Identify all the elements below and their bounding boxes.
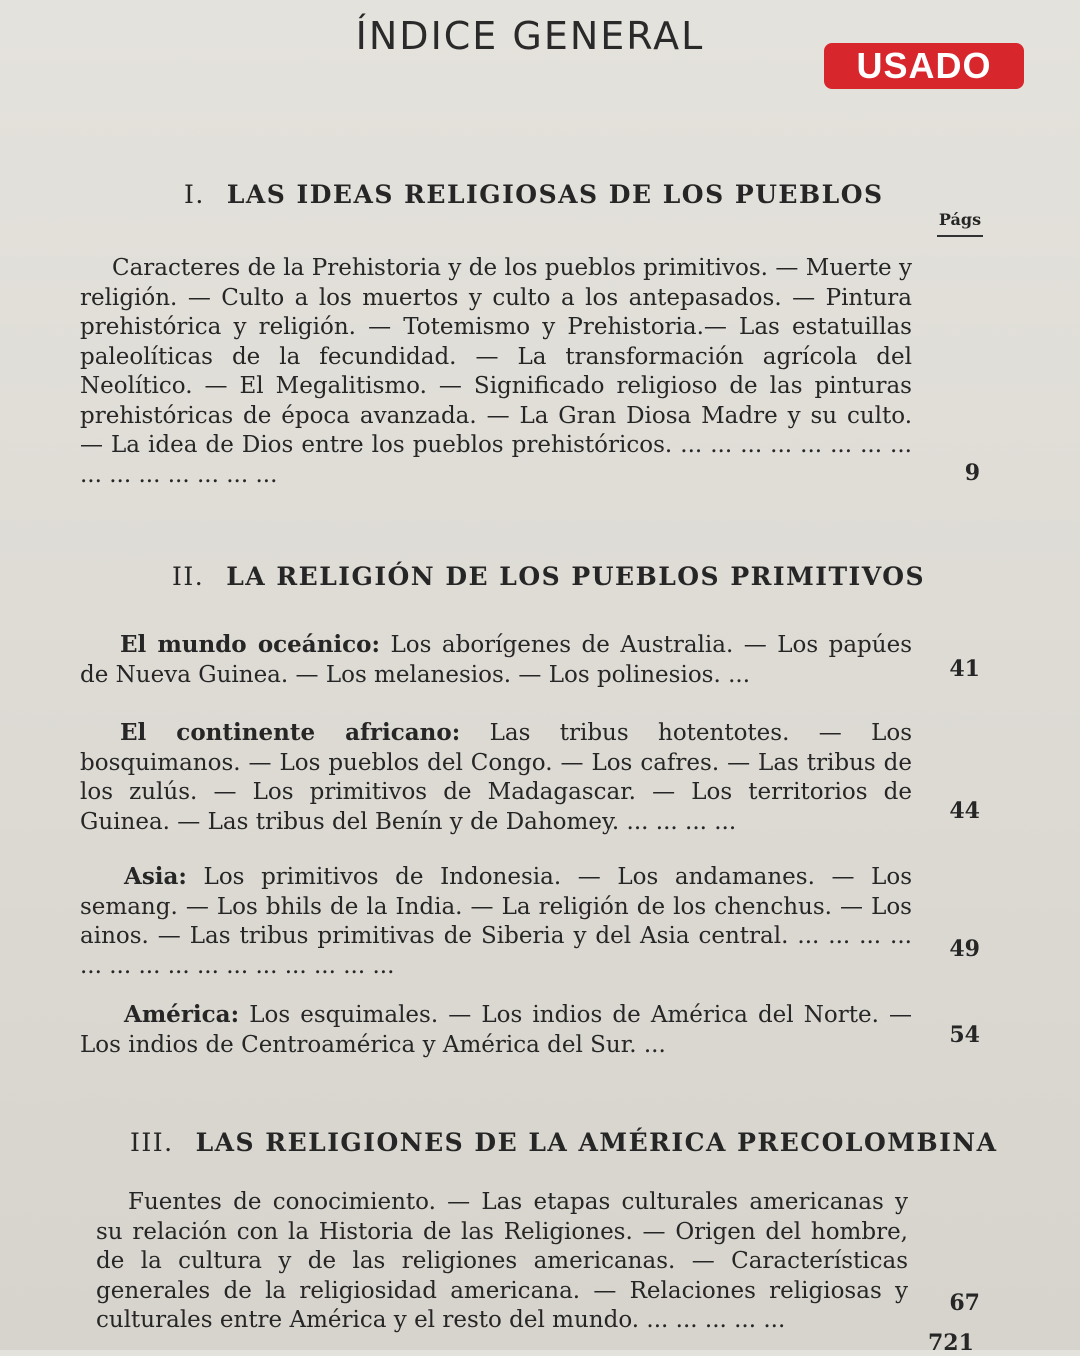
pages-column-label: Págs bbox=[937, 210, 983, 237]
toc-entry bbox=[80, 254, 912, 490]
section-number: I. bbox=[184, 180, 205, 209]
entry-lead: América: bbox=[124, 1001, 240, 1028]
toc-entry bbox=[96, 1188, 908, 1336]
entry-text: Las tribus hotentotes. — Los bosquimanos. — Los pueblos del Congo. — Los cafres. — Las tribus de los zulús. — Los primitivos de Madagascar. — Los territorios de Guinea. — Las tribus del Benín y de Dahomey. bbox=[80, 720, 913, 835]
page-number: 41 bbox=[949, 656, 980, 682]
section-title: LA RELIGIÓN DE LOS PUEBLOS PRIMITIVOS bbox=[226, 562, 926, 591]
page-number: 44 bbox=[949, 798, 980, 824]
page-number: 9 bbox=[964, 460, 980, 486]
entry-text: Los primitivos de Indonesia. — Los andamanes. — Los semang. — Los bhils de la India. — La religión de los chenchus. — Los ainos. — Las tribus primitivas de Siberia y del Asia central. bbox=[80, 864, 912, 949]
page-title: ÍNDICE GENERAL bbox=[355, 14, 705, 58]
dot-leader: ... ... ... ... ... ... ... ... ... ... ... ... ... ... ... bbox=[80, 432, 912, 488]
page-number: 54 bbox=[949, 1022, 980, 1048]
dot-leader: ... ... ... ... bbox=[626, 808, 737, 835]
toc-entry bbox=[80, 862, 912, 981]
toc-entry bbox=[80, 1000, 912, 1060]
section-heading-3 bbox=[130, 1128, 998, 1157]
section-heading-2 bbox=[172, 562, 925, 591]
toc-entry bbox=[80, 630, 912, 690]
entry-text: Los esquimales. — Los indios de América del Norte. — Los indios de Centroamérica y América del Sur. ... bbox=[80, 1002, 913, 1058]
section-title: LAS RELIGIONES DE LA AMÉRICA PRECOLOMBINA bbox=[195, 1128, 998, 1157]
section-heading-1 bbox=[184, 180, 884, 209]
entry-text: Caracteres de la Prehistoria y de los pueblos primitivos. — Muerte y religión. — Culto a los muertos y culto a los antepasados. — Pintura prehistórica y religión. — Totemismo y Prehistoria.— Las estatuillas paleolíticas de la fecundidad. — La transformación agrícola del Neolítico. — El Megalitismo. — Significado religioso de las pinturas prehistóricas de época avanzada. — La Gran Diosa Madre y su culto. — La idea de Dios entre los pueblos prehistóricos. bbox=[80, 255, 912, 458]
entry-lead: El continente africano: bbox=[120, 719, 461, 746]
page-number: 67 bbox=[949, 1290, 980, 1316]
page-number: 49 bbox=[949, 936, 980, 962]
entry-text: Los aborígenes de Australia. — Los papúes de Nueva Guinea. — Los melanesios. — Los polinesios. ... bbox=[80, 632, 913, 688]
toc-entry bbox=[80, 718, 912, 837]
entry-lead: Asia: bbox=[124, 863, 187, 890]
section-number: II. bbox=[172, 562, 205, 591]
section-number: III. bbox=[130, 1128, 174, 1157]
dot-leader: ... ... ... ... ... bbox=[646, 1307, 786, 1333]
entry-text: Fuentes de conocimiento. — Las etapas culturales americanas y su relación con la Historia de las Religiones. — Origen del hombre, de la cultura y de las religiones americanas. — Características generales de la religiosidad americana. — Relaciones religiosas y culturales entre América y el resto del mundo. bbox=[96, 1189, 908, 1333]
dot-leader: ... ... ... ... ... ... ... ... ... ... ... ... ... ... ... bbox=[80, 923, 912, 979]
footer-page-number: 721 bbox=[928, 1330, 974, 1356]
entry-lead: El mundo oceánico: bbox=[120, 631, 380, 658]
section-title: LAS IDEAS RELIGIOSAS DE LOS PUEBLOS bbox=[226, 180, 884, 209]
used-badge: USADO bbox=[824, 43, 1024, 89]
